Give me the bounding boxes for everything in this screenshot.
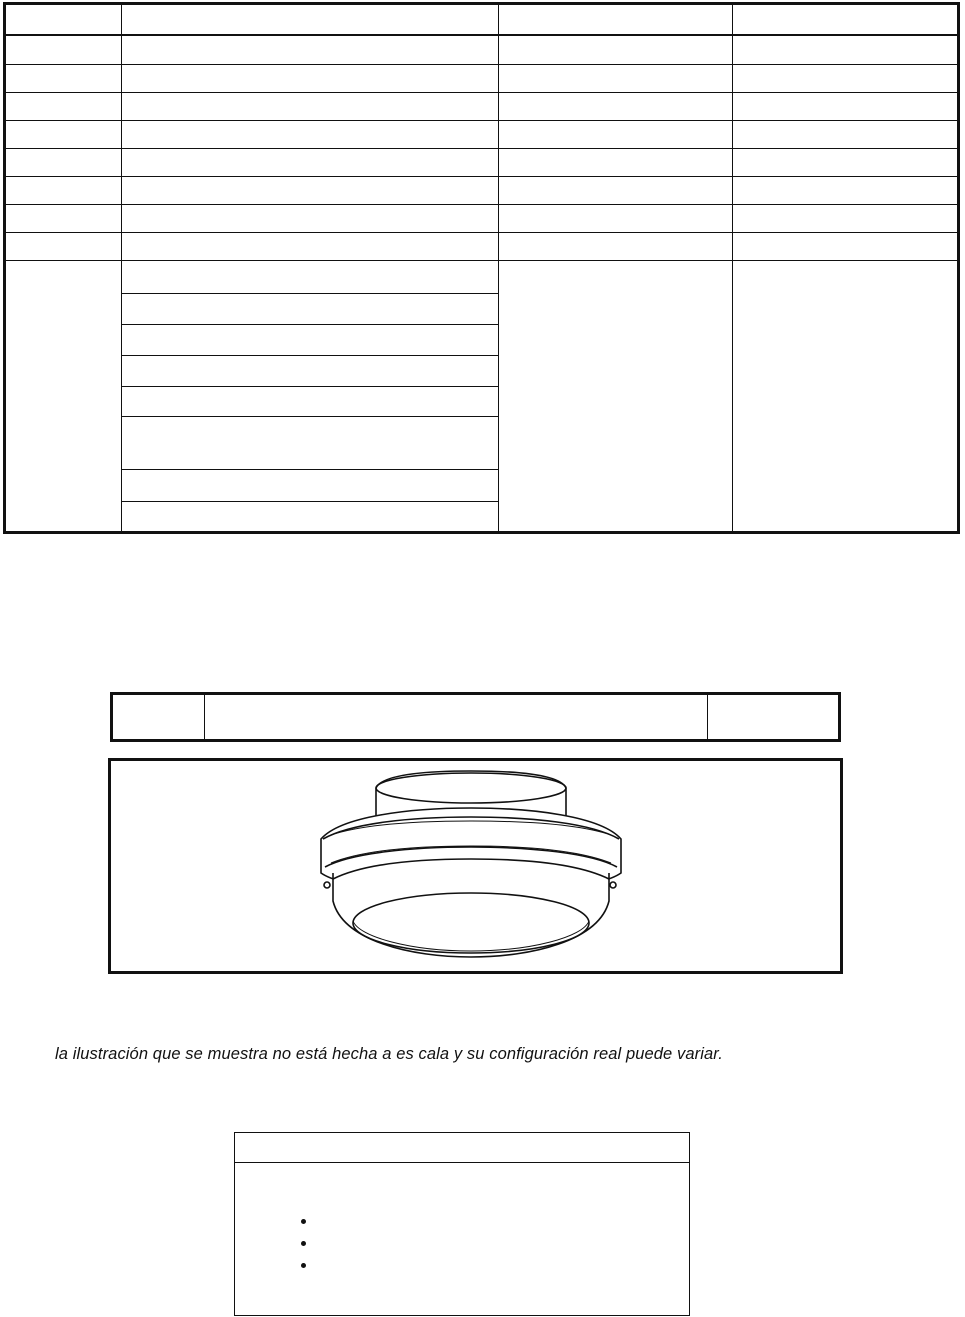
subrow-divider [121, 386, 499, 387]
column-divider [121, 5, 122, 531]
subrow-divider [121, 293, 499, 294]
row-divider [6, 148, 957, 149]
row-divider [6, 204, 957, 205]
subrow-divider [121, 416, 499, 417]
row-divider [6, 120, 957, 121]
header-cell-divider [204, 695, 205, 739]
ceiling-light-icon [111, 761, 840, 971]
subrow-divider [121, 324, 499, 325]
table-header-tab [9, 2, 113, 5]
info-box [234, 1132, 690, 1316]
subrow-divider [121, 355, 499, 356]
row-divider [6, 260, 957, 261]
parts-table [3, 2, 960, 534]
illustration-box [108, 758, 843, 974]
header-row-divider [6, 34, 957, 36]
column-divider [498, 5, 499, 531]
illustration-disclaimer-note: la ilustración que se muestra no está hecha a es cala y su configuración real puede variar. [55, 1045, 723, 1063]
subrow-divider [121, 501, 499, 502]
info-box-header-divider [235, 1162, 689, 1163]
header-cell-divider [707, 695, 708, 739]
subrow-divider [121, 469, 499, 470]
row-divider [6, 92, 957, 93]
row-divider [6, 64, 957, 65]
row-divider [6, 232, 957, 233]
column-divider [732, 5, 733, 531]
illustration-header-bar [110, 692, 841, 742]
row-divider [6, 176, 957, 177]
